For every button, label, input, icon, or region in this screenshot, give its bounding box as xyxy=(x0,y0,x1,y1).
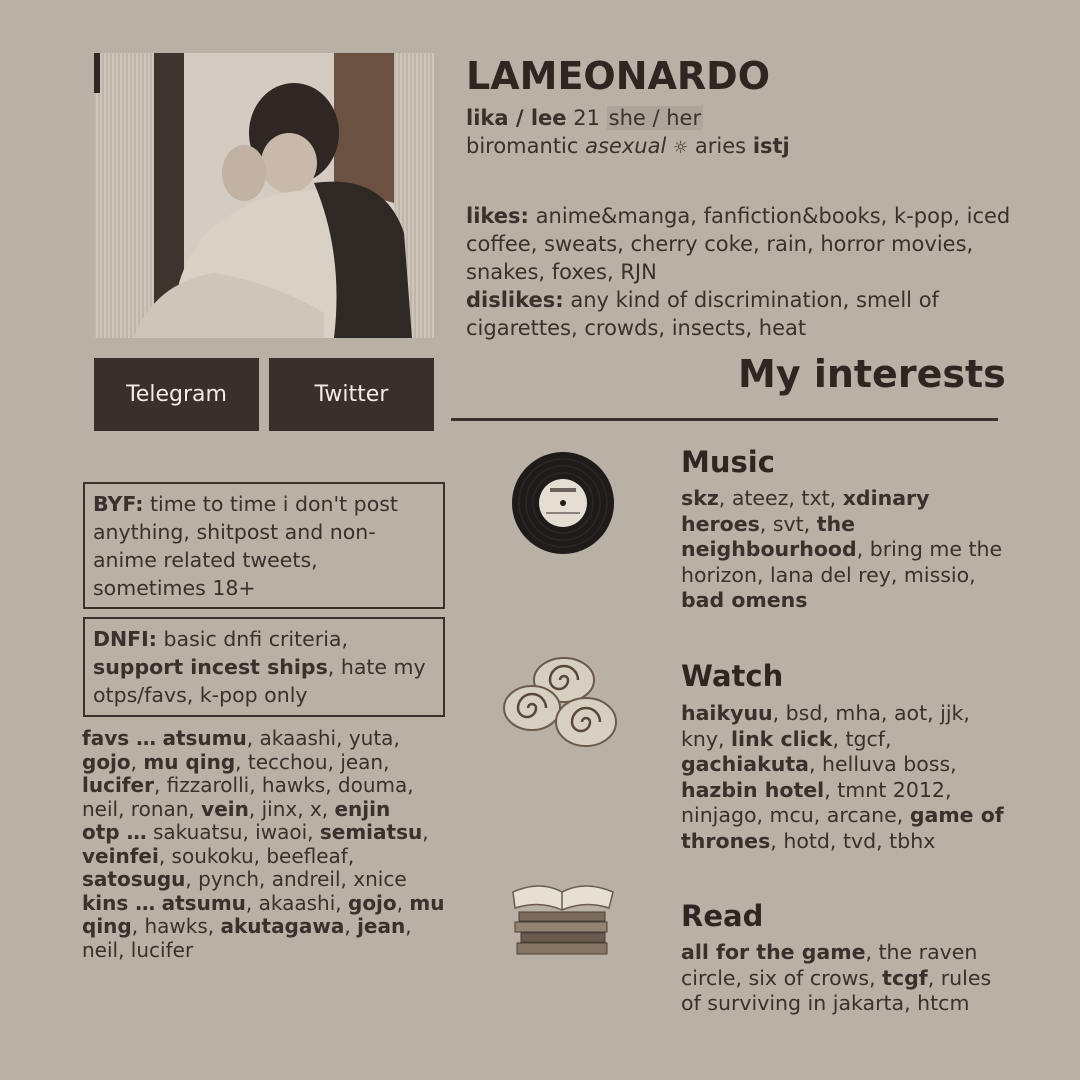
interests-heading: My interests xyxy=(738,352,1006,396)
highlighted-item: gachiakuta xyxy=(681,752,809,776)
profile-photo xyxy=(94,53,434,338)
item-text: , svt, xyxy=(759,511,817,536)
item-text: , xyxy=(130,749,144,774)
item-text: , tmnt 2012, ninjago, mcu, arcane, xyxy=(681,777,952,827)
music-title: Music xyxy=(681,445,775,479)
item-text: , soukoku, beefleaf, xyxy=(158,843,355,868)
highlighted-item: the neighbourhood xyxy=(681,511,857,561)
watch-list xyxy=(681,701,1006,854)
music-list xyxy=(681,486,1006,614)
dnfi-text-2: , hate my otps/favs, k-pop only xyxy=(93,655,426,707)
dislikes-label: dislikes: xyxy=(466,288,564,312)
favs-paragraph xyxy=(82,727,452,821)
read-title: Read xyxy=(681,899,764,933)
profile-sign: aries xyxy=(694,134,747,158)
dnfi-box xyxy=(83,617,445,717)
byf-box xyxy=(83,482,445,609)
profile-handles: lika / lee xyxy=(466,106,567,130)
item-text: , bring me the horizon, lana del rey, missio, xyxy=(681,537,1003,587)
byf-label: BYF: xyxy=(93,492,144,516)
item-text: , xyxy=(344,914,358,938)
item-text: , hotd, tvd, tbhx xyxy=(770,828,936,853)
dnfi-label: DNFI: xyxy=(93,627,158,651)
item-text: , xyxy=(422,820,429,844)
dnfi-text: basic dnfi criteria, xyxy=(163,627,348,651)
highlighted-item: atsumu xyxy=(162,726,247,750)
item-text: , helluva boss, xyxy=(808,752,957,776)
highlighted-item: satosugu xyxy=(82,867,186,891)
stack-of-books-icon xyxy=(505,880,620,966)
highlighted-item: lucifer xyxy=(82,773,154,797)
profile-orientation xyxy=(466,132,790,162)
highlighted-item: gojo xyxy=(82,749,131,774)
highlighted-item: veinfei xyxy=(82,843,159,868)
profile-age: 21 xyxy=(573,106,600,130)
item-text: , tecchou, jean, xyxy=(235,749,390,774)
dislikes-text: any kind of discrimination, smell of cigarettes, crowds, insects, heat xyxy=(466,288,939,340)
twitter-button[interactable]: Twitter xyxy=(269,358,434,431)
item-text: , bsd, mha, aot, jjk, kny, xyxy=(681,701,970,751)
item-text: , rules of surviving in jakarta, htcm xyxy=(681,965,992,1015)
item-text: , akaashi, yuta, xyxy=(246,726,400,750)
favs-label: favs … xyxy=(82,726,157,750)
item-text: sakuatsu, iwaoi, xyxy=(152,820,320,844)
kins-paragraph xyxy=(82,892,452,963)
telegram-button[interactable]: Telegram xyxy=(94,358,259,431)
kins-label: kins … xyxy=(82,890,156,915)
highlighted-item: skz xyxy=(681,486,719,510)
highlighted-item: atsumu xyxy=(161,890,246,915)
highlighted-item: xdinary heroes xyxy=(681,486,930,536)
item-text: , neil, lucifer xyxy=(82,914,412,962)
likes-line xyxy=(466,202,1026,286)
vinyl-record-icon xyxy=(510,450,616,560)
dislikes-line xyxy=(466,286,1026,342)
highlighted-item: enjin xyxy=(334,796,391,821)
highlighted-item: gojo xyxy=(348,890,397,915)
item-text: , the raven circle, six of crows, xyxy=(681,940,978,990)
byf-text: time to time i don't post anything, shitpost and non-anime related tweets, sometimes 18+ xyxy=(93,492,398,600)
item-text: , fizzarolli, hawks, douma, neil, ronan, xyxy=(82,773,414,821)
highlighted-item: bad omens xyxy=(681,588,808,612)
profile-name: LAMEONARDO xyxy=(466,54,771,98)
profile-pronouns: she / her xyxy=(608,106,702,130)
item-text: , hawks, xyxy=(131,914,221,938)
otp-paragraph xyxy=(82,821,452,892)
highlighted-item: mu qing xyxy=(82,890,445,938)
item-text: , tgcf, xyxy=(832,726,892,751)
cinnamon-rolls-icon xyxy=(500,650,620,759)
interests-divider xyxy=(451,418,998,421)
highlighted-item: link click xyxy=(731,726,833,751)
profile-mbti: istj xyxy=(752,134,790,158)
highlighted-item: mu qing xyxy=(143,749,236,774)
dnfi-bold: support incest ships xyxy=(93,655,328,679)
item-text: , xyxy=(396,890,410,915)
highlighted-item: vein xyxy=(201,796,249,821)
highlighted-item: tcgf xyxy=(882,965,928,990)
likes-text: anime&manga, fanfiction&books, k-pop, iced coffee, sweats, cherry coke, rain, horror movies, snakes, foxes, RJN xyxy=(466,204,1011,284)
highlighted-item: haikyuu xyxy=(681,701,773,725)
favs-section xyxy=(82,727,452,962)
item-text: , pynch, andreil, xnice xyxy=(185,867,407,891)
highlighted-item: akutagawa xyxy=(220,914,345,938)
sun-icon: ☼ xyxy=(672,138,689,158)
item-text: , ateez, txt, xyxy=(718,486,843,510)
likes-label: likes: xyxy=(466,204,529,228)
highlighted-item: jean xyxy=(357,914,406,938)
highlighted-item: game of thrones xyxy=(681,803,1004,853)
profile-sexuality: asexual xyxy=(585,134,667,158)
item-text: , akaashi, xyxy=(245,890,348,915)
highlighted-item: all for the game xyxy=(681,940,866,964)
highlighted-item: semiatsu xyxy=(319,820,423,844)
watch-title: Watch xyxy=(681,659,784,693)
read-list xyxy=(681,940,1006,1017)
highlighted-item: hazbin hotel xyxy=(681,777,825,802)
item-text: , jinx, x, xyxy=(248,796,335,821)
profile-identity xyxy=(466,104,703,132)
otp-label: otp … xyxy=(82,820,147,844)
profile-romantic: biromantic xyxy=(466,134,579,158)
likes-section xyxy=(466,202,1026,342)
